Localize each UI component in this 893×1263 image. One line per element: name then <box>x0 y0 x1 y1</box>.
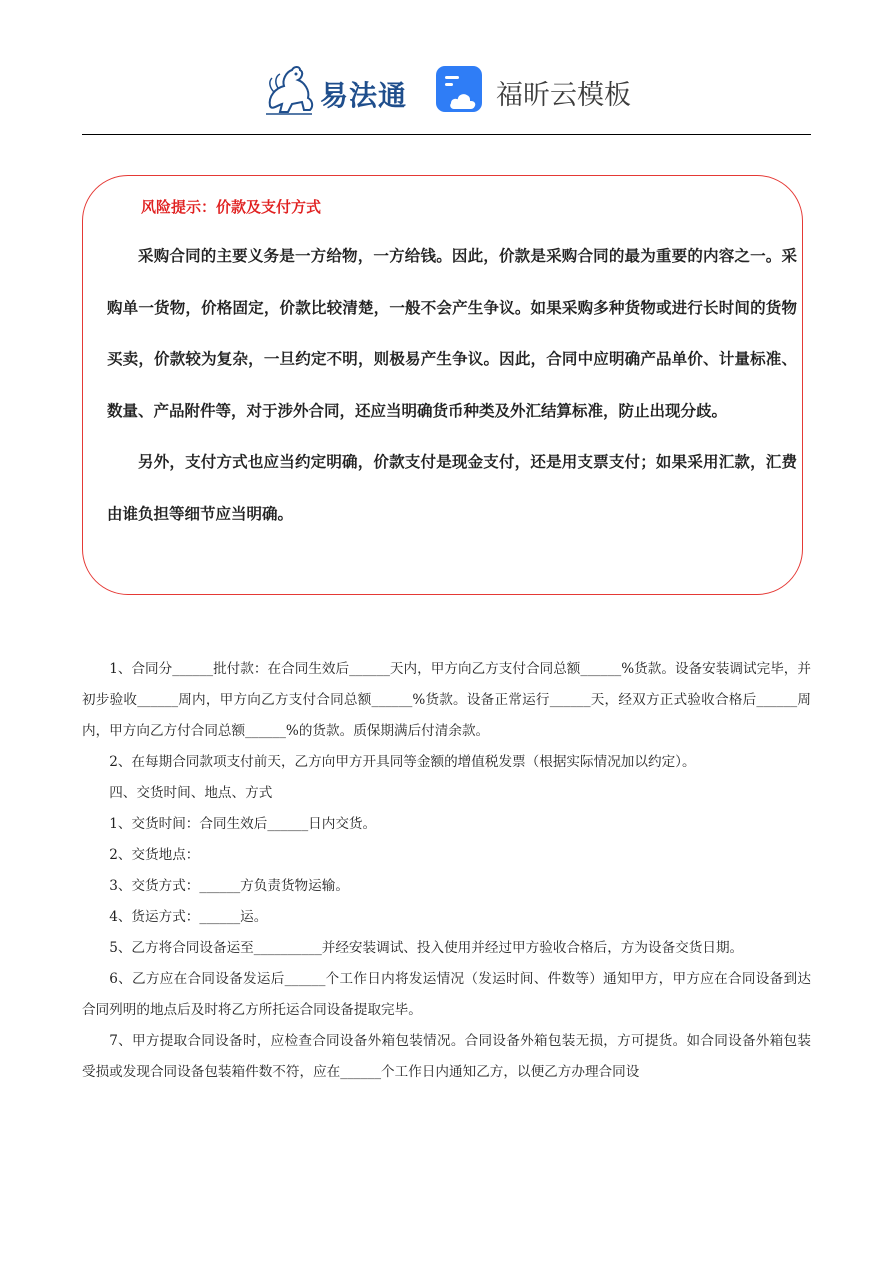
risk-paragraph: 另外，支付方式也应当约定明确，价款支付是现金支付，还是用支票支付；如果采用汇款，汇费由谁负担等细节应当明确。 <box>107 453 797 523</box>
body-paragraph: 1、合同分______批付款：在合同生效后______天内，甲方向乙方支付合同总额______%货款。设备安装调试完毕，并初步验收______周内，甲方向乙方支付合同总额______%货款。设备正常运行______天，经双方正式验收合格后______周内，甲方向乙方付合同总额______%的货款。质保期满后付清余款。 <box>82 661 811 739</box>
body-paragraph: 3、交货方式：______方负责货物运输。 <box>109 878 349 894</box>
cloud-document-icon <box>436 66 486 116</box>
risk-paragraph: 采购合同的主要义务是一方给物，一方给钱。因此，价款是采购合同的最为重要的内容之一。采购单一货物，价格固定，价款比较清楚，一般不会产生争议。如果采购多种货物或进行长时间的货物买卖，价款较为复杂，一旦约定不明，则极易产生争议。因此，合同中应明确产品单价、计量标准、数量、产品附件等，对于涉外合同，还应当明确货币种类及外汇结算标准，防止出现分歧。 <box>107 247 797 420</box>
yifatong-logo-text: 易法通 <box>320 79 408 112</box>
foxit-template-logo <box>436 66 636 116</box>
foxit-template-logo-text: 福昕云模板 <box>496 80 631 111</box>
risk-notice-box <box>82 175 803 595</box>
body-paragraph: 4、货运方式：______运。 <box>109 909 268 925</box>
qilin-icon <box>262 62 322 117</box>
body-paragraph: 2、交货地点： <box>109 847 200 863</box>
risk-notice-text <box>107 231 797 540</box>
risk-notice-title: 风险提示：价款及支付方式 <box>141 198 322 216</box>
contract-body <box>82 654 811 1088</box>
body-paragraph: 6、乙方应在合同设备发运后______个工作日内将发运情况（发运时间、件数等）通知甲方，甲方应在合同设备到达合同列明的地点后及时将乙方所托运合同设备提取完毕。 <box>82 971 811 1018</box>
body-paragraph: 1、交货时间：合同生效后______日内交货。 <box>109 816 377 832</box>
body-paragraph: 2、在每期合同款项支付前天，乙方向甲方开具同等金额的增值税发票（根据实际情况加以约定）。 <box>109 754 696 770</box>
section-heading: 四、交货时间、地点、方式 <box>109 785 273 801</box>
page-header <box>0 0 893 136</box>
yifatong-logo <box>262 62 412 117</box>
body-paragraph: 5、乙方将合同设备运至__________并经安装调试、投入使用并经过甲方验收合格后，方为设备交货日期。 <box>109 940 744 956</box>
header-divider <box>82 134 811 135</box>
body-paragraph: 7、甲方提取合同设备时，应检查合同设备外箱包装情况。合同设备外箱包装无损，方可提货。如合同设备外箱包装受损或发现合同设备包装箱件数不符，应在______个工作日内通知乙方，以便乙方办理合同设 <box>82 1033 811 1080</box>
